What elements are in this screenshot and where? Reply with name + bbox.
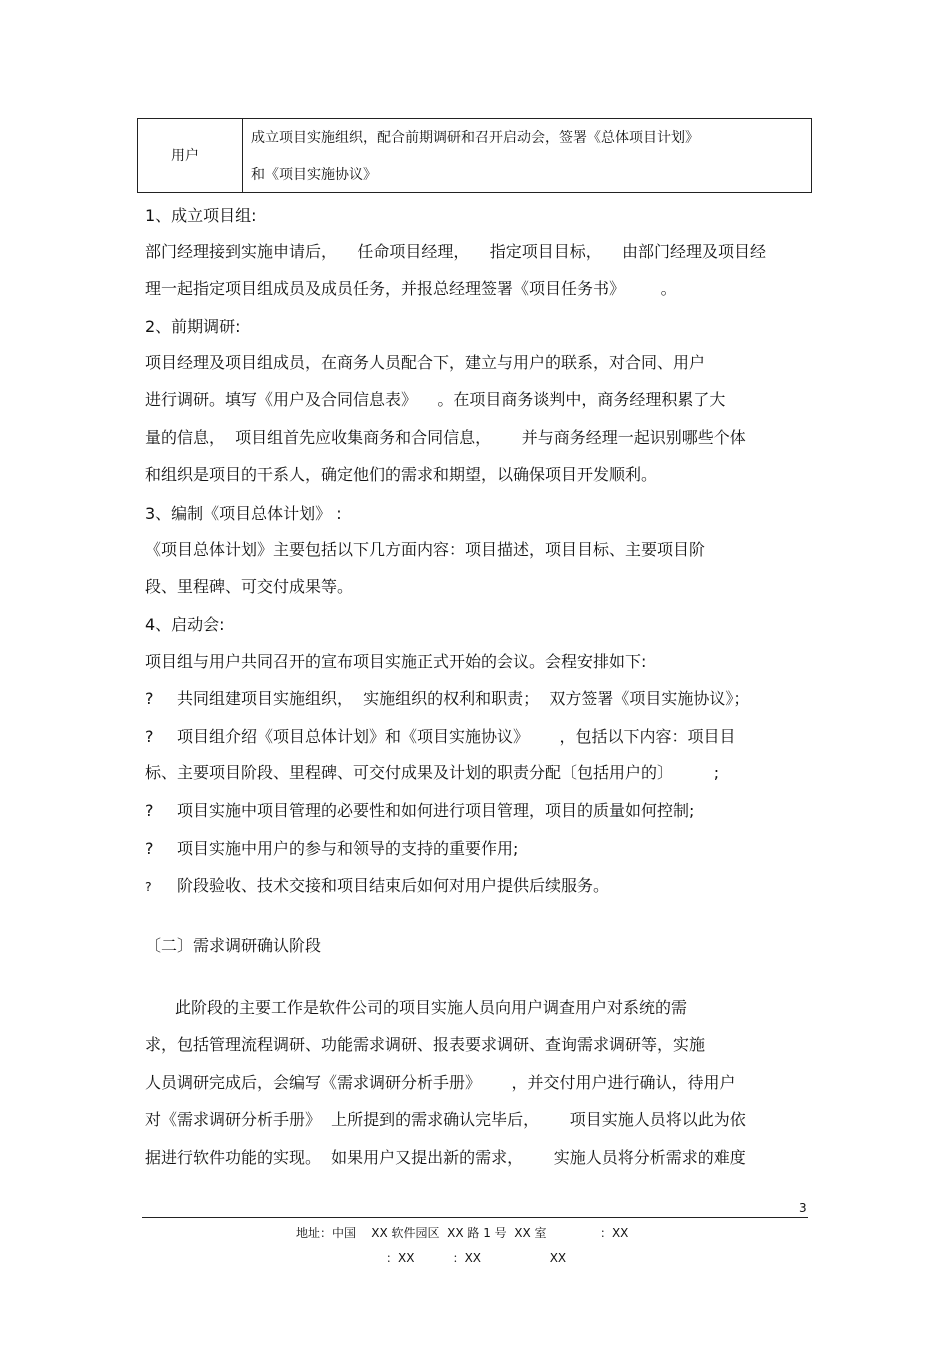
phase-heading: 〔二〕需求调研确认阶段 [145, 936, 322, 955]
table-desc-line-2: 和《项目实施协议》 [251, 167, 377, 183]
section-4-intro: 项目组与用户共同召开的宣布项目实施正式开始的会议。会程安排如下: [145, 652, 647, 671]
section-1-line: 理一起指定项目组成员及成员任务，并报总经理签署《项目任务书》 。 [145, 279, 677, 298]
phase-paragraph-line: 据进行软件功能的实现。 如果用户又提出新的需求， 实施人员将分析需求的难度 [145, 1148, 746, 1167]
agenda-item-continuation: 标、主要项目阶段、里程碑、可交付成果及计划的职责分配〔包括用户的〕 ; [145, 763, 720, 782]
section-2-heading: 2、前期调研: [145, 317, 241, 336]
phase-paragraph-line: 人员调研完成后，会编写《需求调研分析手册》 ，并交付用户进行确认，待用户 [145, 1073, 736, 1092]
page-number: 3 [799, 1201, 807, 1215]
section-2-line: 项目经理及项目组成员，在商务人员配合下，建立与用户的联系，对合同、用户 [145, 353, 706, 372]
footer-contact: ：XX ：XX XX [386, 1251, 567, 1265]
footer-address: 地址：中国 XX 软件园区 XX 路 1 号 XX 室 ：XX [296, 1226, 629, 1240]
phase-paragraph-line: 求，包括管理流程调研、功能需求调研、报表要求调研、查询需求调研等，实施 [145, 1035, 706, 1054]
table-column-divider [242, 119, 243, 192]
bullet-marker: ? [145, 801, 154, 820]
section-3-line: 段、里程碑、可交付成果等。 [145, 577, 354, 596]
section-1-heading: 1、成立项目组: [145, 206, 257, 225]
bullet-marker: ? [145, 839, 154, 858]
section-2-line: 进行调研。填写《用户及合同信息表》 。在项目商务谈判中，商务经理积累了大 [145, 390, 726, 409]
agenda-item: 共同组建项目实施组织， 实施组织的权利和职责； 双方签署《项目实施协议》； [177, 689, 750, 708]
section-3-heading: 3、编制《项目总体计划》 : [145, 504, 342, 523]
agenda-item: 项目实施中用户的参与和领导的支持的重要作用; [177, 839, 519, 858]
agenda-item: 项目实施中项目管理的必要性和如何进行项目管理，项目的质量如何控制; [177, 801, 695, 820]
section-3-line: 《项目总体计划》主要包括以下几方面内容：项目描述，项目目标、主要项目阶 [145, 540, 706, 559]
table-role-cell: 用户 [171, 148, 199, 164]
section-1-line: 部门经理接到实施申请后， 任命项目经理， 指定项目目标， 由部门经理及项目经 [145, 242, 767, 261]
bullet-marker: ? [145, 727, 154, 746]
phase-paragraph-line: 此阶段的主要工作是软件公司的项目实施人员向用户调查用户对系统的需 [175, 998, 688, 1017]
agenda-item: 项目组介绍《项目总体计划》和《项目实施协议》 ，包括以下内容：项目目 [177, 727, 736, 746]
bullet-marker: ? [145, 879, 152, 894]
phase-paragraph-line: 对《需求调研分析手册》 上所提到的需求确认完毕后， 项目实施人员将以此为依 [145, 1110, 746, 1129]
section-2-line: 量的信息， 项目组首先应收集商务和合同信息， 并与商务经理一起识别哪些个体 [145, 428, 746, 447]
section-2-line: 和组织是项目的干系人，确定他们的需求和期望，以确保项目开发顺利。 [145, 465, 658, 484]
agenda-item: 阶段验收、技术交接和项目结束后如何对用户提供后续服务。 [177, 876, 610, 895]
bullet-marker: ? [145, 689, 154, 708]
section-4-heading: 4、启动会: [145, 615, 225, 634]
table-desc-line-1: 成立项目实施组织，配合前期调研和召开启动会，签署《总体项目计划》 [251, 130, 699, 146]
footer-divider [142, 1217, 808, 1218]
